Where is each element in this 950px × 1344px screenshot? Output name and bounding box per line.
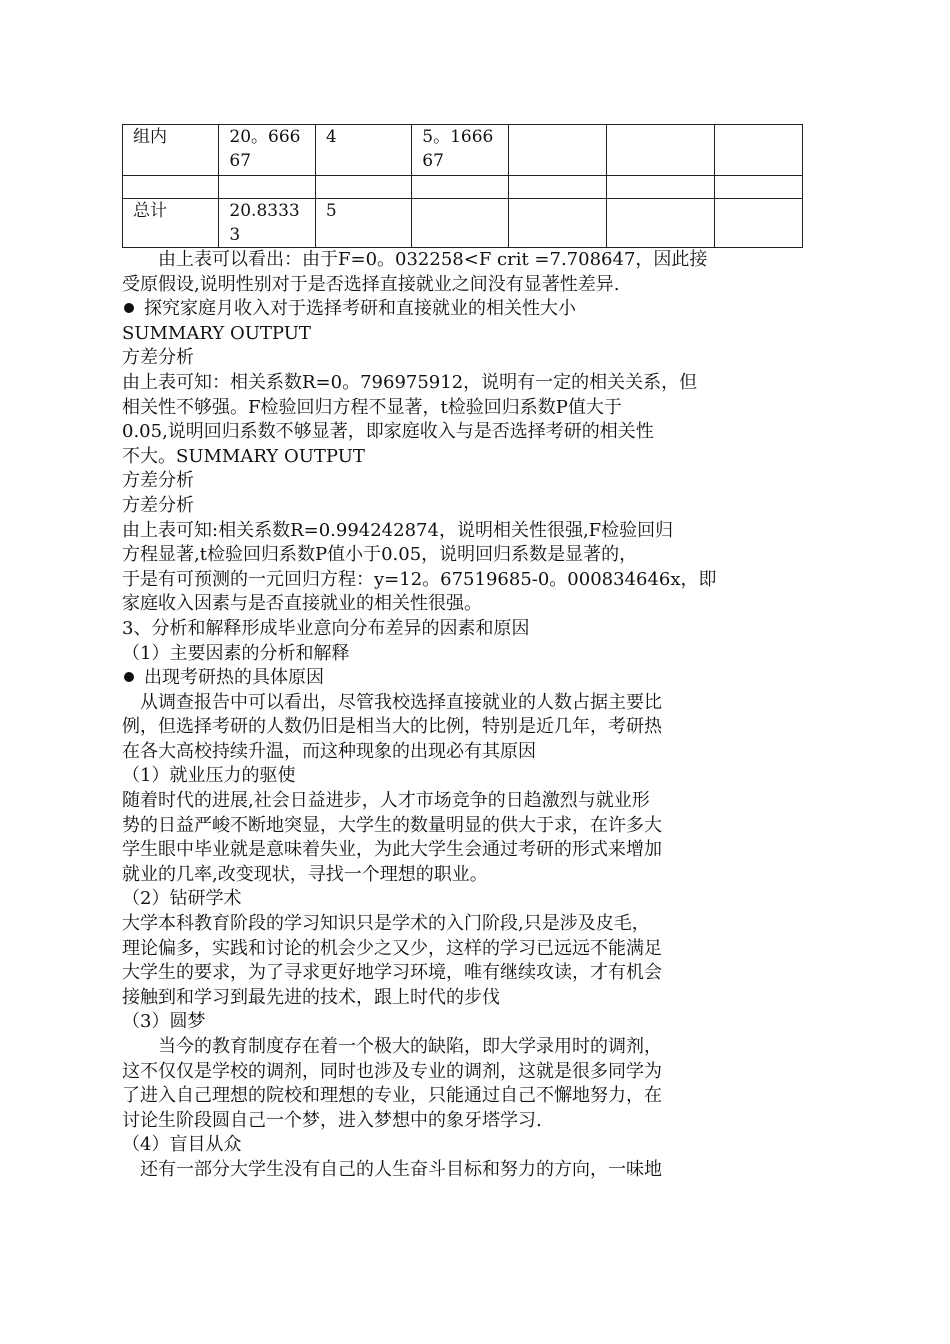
text-line: 方差分析 <box>122 470 194 492</box>
text-line: 随着时代的进展,社会日益进步，人才市场竞争的日趋激烈与就业形 <box>122 790 650 812</box>
text-line: 在各大高校持续升温，而这种现象的出现必有其原因 <box>122 740 536 762</box>
table-cell <box>412 176 508 199</box>
text-line: 当今的教育制度存在着一个极大的缺陷，即大学录用时的调剂， <box>122 1036 662 1057</box>
table-row <box>123 125 803 176</box>
text-line: 学生眼中毕业就是意味着失业，为此大学生会通过考研的形式来增加 <box>122 839 662 861</box>
text-line: 由上表可知：相关系数R=0。796975912，说明有一定的相关关系，但 <box>122 371 698 393</box>
text-line: 方程显著,t检验回归系数P值小于0.05，说明回归系数是显著的， <box>122 544 638 566</box>
text-line: 大学本科教育阶段的学习知识只是学术的入门阶段,只是涉及皮毛， <box>122 913 650 935</box>
subsection-heading: （1）就业压力的驱使 <box>122 765 296 787</box>
table-cell <box>607 176 714 199</box>
text-line: 不大。SUMMARY OUTPUT <box>122 445 365 467</box>
text-line: 这不仅仅是学校的调剂，同时也涉及专业的调剂，这就是很多同学为 <box>122 1060 662 1082</box>
text-line: 相关性不够强。F检验回归方程不显著，t检验回归系数P值大于 <box>122 396 622 418</box>
anova-table <box>122 124 803 248</box>
subsection-heading: （4）盲目从众 <box>122 1134 242 1156</box>
text-line: 例，但选择考研的人数仍旧是相当大的比例，特别是近几年，考研热 <box>122 716 662 738</box>
table-cell <box>607 125 714 176</box>
table-cell <box>508 176 606 199</box>
text-line: 家庭收入因素与是否直接就业的相关性很强。 <box>122 593 482 615</box>
table-cell <box>508 199 606 248</box>
table-cell <box>607 199 714 248</box>
text-line: 大学生的要求，为了寻求更好地学习环境，唯有继续攻读，才有机会 <box>122 962 662 984</box>
text-line: 0.05,说明回归系数不够显著，即家庭收入与是否选择考研的相关性 <box>122 421 654 443</box>
text-line: SUMMARY OUTPUT <box>122 322 311 344</box>
text-line: 受原假设,说明性别对于是否选择直接就业之间没有显著性差异. <box>122 273 620 295</box>
text-line: 由上表可以看出：由于F=0。032258<F crit =7.708647，因此接 <box>122 249 708 270</box>
bullet-line <box>122 666 812 691</box>
table-row <box>123 176 803 199</box>
table-cell: 4 <box>315 125 411 176</box>
text-line: 就业的几率,改变现状，寻找一个理想的职业。 <box>122 863 488 885</box>
text-line: 接触到和学习到最先进的技术，跟上时代的步伐 <box>122 986 500 1008</box>
table-cell: 组内 <box>123 125 219 176</box>
table-cell <box>219 176 315 199</box>
bullet-icon <box>124 303 134 313</box>
table-cell <box>412 199 508 248</box>
table-cell <box>508 125 606 176</box>
table-cell: 5。166667 <box>412 125 508 176</box>
subsection-heading: （3）圆梦 <box>122 1011 206 1033</box>
table-cell: 5 <box>315 199 411 248</box>
table-cell: 20。66667 <box>219 125 315 176</box>
table-cell: 总计 <box>123 199 219 248</box>
bullet-line <box>122 297 812 322</box>
table-row <box>123 199 803 248</box>
text-line: 还有一部分大学生没有自己的人生奋斗目标和努力的方向，一味地 <box>122 1158 662 1180</box>
text-line: 于是有可预测的一元回归方程：y=12。67519685-0。000834646x，即 <box>122 568 717 590</box>
document-page <box>122 124 812 1183</box>
table-cell <box>714 125 802 176</box>
text-line: 理论偏多，实践和讨论的机会少之又少，这样的学习已远远不能满足 <box>122 937 662 959</box>
text-line: 从调查报告中可以看出，尽管我校选择直接就业的人数占据主要比 <box>122 691 662 713</box>
subsection-heading: （1）主要因素的分析和解释 <box>122 642 350 664</box>
table-cell: 20.83333 <box>219 199 315 248</box>
table-cell <box>123 176 219 199</box>
bullet-text: 探究家庭月收入对于选择考研和直接就业的相关性大小 <box>144 298 576 320</box>
body-text <box>122 248 812 1183</box>
text-line: 方差分析 <box>122 347 194 369</box>
text-line: 方差分析 <box>122 494 194 516</box>
text-line: 势的日益严峻不断地突显，大学生的数量明显的供大于求，在许多大 <box>122 814 662 836</box>
section-heading: 3、分析和解释形成毕业意向分布差异的因素和原因 <box>122 617 530 639</box>
text-line: 由上表可知:相关系数R=0.994242874，说明相关性很强,F检验回归 <box>122 519 674 541</box>
bullet-text: 出现考研热的具体原因 <box>144 667 324 689</box>
table-cell <box>315 176 411 199</box>
table-cell <box>714 199 802 248</box>
table-cell <box>714 176 802 199</box>
text-line: 了进入自己理想的院校和理想的专业，只能通过自己不懈地努力，在 <box>122 1085 662 1107</box>
bullet-icon <box>124 672 134 682</box>
text-line: 讨论生阶段圆自己一个梦，进入梦想中的象牙塔学习. <box>122 1109 542 1131</box>
subsection-heading: （2）钻研学术 <box>122 888 242 910</box>
